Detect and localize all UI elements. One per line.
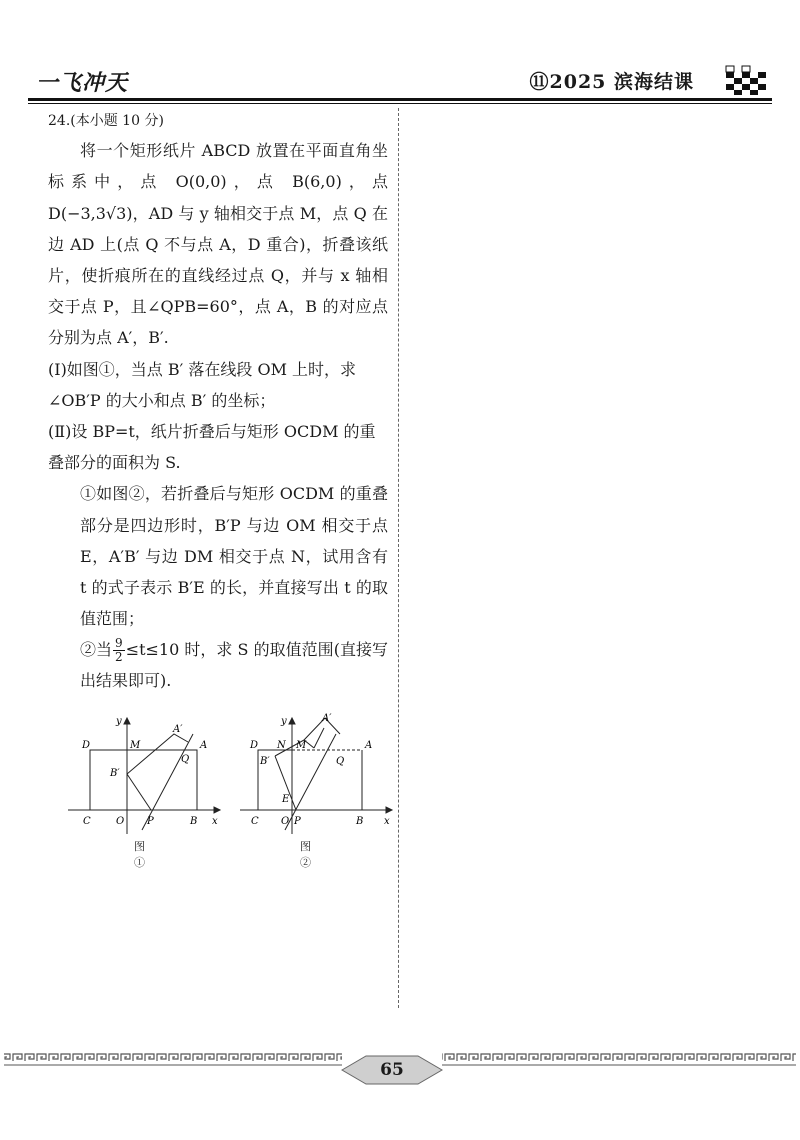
- fig2-label-P: P: [294, 816, 301, 827]
- fraction-nine-halves: [113, 637, 125, 664]
- series-title: ⑪2025 滨海结课: [529, 71, 694, 93]
- fig1-label-M: M: [130, 740, 141, 751]
- fig2-label-E: E: [282, 794, 290, 805]
- header-rule-thin: [28, 103, 772, 104]
- fig2-label-Q: Q: [336, 756, 345, 767]
- fig1-label-D: D: [82, 740, 91, 751]
- question-part-2: (Ⅱ)设 BP=t，纸片折叠后与矩形 OCDM 的重叠部分的面积为 S.: [48, 421, 376, 473]
- question-part-2-1: ①如图②，若折叠后与矩形 OCDM 的重叠部分是四边形时，B′P 与边 OM 相交于点 E，A′B′ 与边 DM 相交于点 N，试用含有 t 的式子表示 B′E 的长，并直接写出 t 的取值范围；: [80, 484, 388, 629]
- fig2-label-D: D: [250, 740, 259, 751]
- part-2-2-prefix: ②当: [80, 640, 113, 660]
- column-divider: [398, 108, 399, 1008]
- figure-1-caption: 图①: [134, 840, 145, 869]
- question-part-2-2: [48, 634, 388, 696]
- fig2-label-A1: A′: [322, 713, 332, 724]
- fraction-numerator: 9: [115, 636, 123, 651]
- fig1-label-y: y: [116, 716, 122, 727]
- fraction-denominator: 2: [115, 650, 123, 665]
- fig1-label-B1: B′: [110, 768, 120, 779]
- fig1-label-O: O: [116, 816, 125, 827]
- fig1-label-Q: Q: [181, 754, 190, 765]
- fig1-label-P: P: [147, 816, 154, 827]
- question-intro: 将一个矩形纸片 ABCD 放置在平面直角坐标系中，点 O(0,0)，点 B(6,0)，点 D(−3,3√3)，AD 与 y 轴相交于点 M，点 Q 在边 AD 上(点 Q 不与点 A，D 重合)，折叠该纸片，使折痕所在的直线经过点 Q，并与 x 轴相交于点 P，且∠QPB=60°，点 A，B 的对应点分别为点 A′，B′.: [48, 141, 388, 348]
- fig1-label-B: B: [190, 816, 198, 827]
- fig1-label-A1: A′: [173, 724, 183, 735]
- brand-logo: 一飞冲天: [36, 71, 129, 96]
- fig2-label-O: O: [281, 816, 290, 827]
- checker-ornament-icon: [724, 62, 768, 96]
- page-number: 65: [380, 1060, 404, 1080]
- figure-1: [60, 712, 230, 837]
- fig2-label-y: y: [281, 716, 287, 727]
- fig2-label-M: M: [296, 740, 307, 751]
- fig2-label-B1: B′: [260, 756, 270, 767]
- header-rule: [28, 98, 772, 101]
- fig2-label-x: x: [384, 816, 390, 827]
- part-2-2-suffix: ≤t≤10 时，求 S 的取值范围(直接写出结果即可).: [80, 640, 388, 691]
- fig2-label-C: C: [251, 816, 259, 827]
- fig1-label-C: C: [83, 816, 91, 827]
- fig2-label-B: B: [356, 816, 364, 827]
- question-number: 24.(本小题 10 分): [48, 113, 164, 129]
- figure-2: [232, 712, 402, 837]
- question-part-1: (Ⅰ)如图①，当点 B′ 落在线段 OM 上时，求∠OB′P 的大小和点 B′ 的坐标；: [48, 359, 357, 410]
- fig2-label-N: N: [277, 740, 286, 751]
- question-24: [48, 108, 388, 697]
- fig1-label-A: A: [200, 740, 208, 751]
- fig2-label-A: A: [365, 740, 373, 751]
- fig1-label-x: x: [212, 816, 218, 827]
- page-header: [28, 60, 772, 102]
- figure-2-caption: 图②: [300, 840, 311, 869]
